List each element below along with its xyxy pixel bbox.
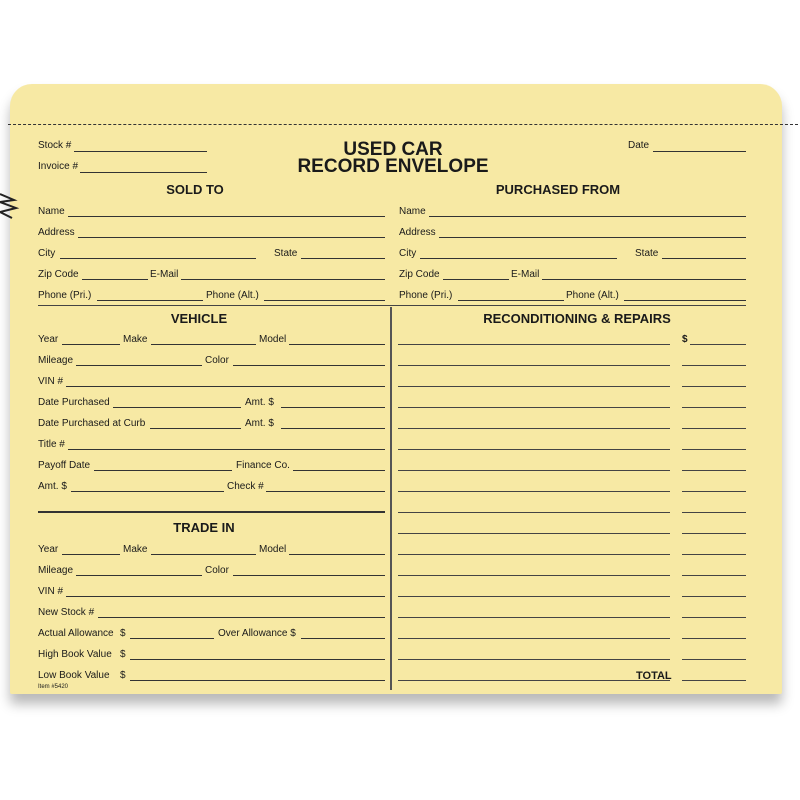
repair-amount-line[interactable] (682, 386, 746, 387)
sold-address-field[interactable] (78, 237, 385, 238)
pf-zip-field[interactable] (443, 279, 509, 280)
repair-description-line[interactable] (398, 638, 670, 639)
pf-name-label: Name (399, 206, 426, 217)
sold-zip-label: Zip Code (38, 269, 79, 280)
ti-color-label: Color (205, 565, 229, 576)
repair-description-line[interactable] (398, 407, 670, 408)
veh-vin-field[interactable] (66, 386, 385, 387)
repair-amount-line[interactable] (682, 680, 746, 681)
vehicle-trade-divider (38, 511, 385, 513)
ti-make-label: Make (123, 544, 148, 555)
ti-vin-label: VIN # (38, 586, 64, 597)
veh-check-field[interactable] (266, 491, 385, 492)
veh-year-field[interactable] (62, 344, 120, 345)
veh-payoff-label: Payoff Date (38, 460, 91, 471)
repair-description-line[interactable] (398, 596, 670, 597)
trade-in-heading: TRADE IN (173, 520, 235, 535)
veh-color-label: Color (205, 355, 229, 366)
date-label: Date (628, 140, 650, 151)
repairs-dollar-label: $ (682, 334, 688, 345)
stock-field[interactable] (74, 151, 207, 152)
repair-amount-line[interactable] (682, 512, 746, 513)
veh-check-label: Check # (227, 481, 264, 492)
pf-email-field[interactable] (542, 279, 746, 280)
pf-phone-pri-field[interactable] (458, 300, 564, 301)
invoice-field[interactable] (80, 172, 207, 173)
veh-title-field[interactable] (68, 449, 385, 450)
pf-city-field[interactable] (420, 258, 617, 259)
sold-name-field[interactable] (68, 216, 385, 217)
column-divider (390, 307, 392, 690)
ti-vin-field[interactable] (66, 596, 385, 597)
repair-description-line[interactable] (398, 386, 670, 387)
veh-model-label: Model (259, 334, 287, 345)
sold-email-field[interactable] (181, 279, 385, 280)
repair-amount-line[interactable] (682, 617, 746, 618)
repair-amount-line[interactable] (682, 491, 746, 492)
sold-city-field[interactable] (60, 258, 256, 259)
sold-phone-pri-label: Phone (Pri.) (38, 290, 92, 301)
sold-phone-alt-field[interactable] (264, 300, 385, 301)
repair-description-line[interactable] (398, 449, 670, 450)
veh-amt3-label: Amt. $ (38, 481, 67, 492)
sold-state-field[interactable] (301, 258, 385, 259)
ti-over-allowance-field[interactable] (301, 638, 385, 639)
page-title: USED CAR (343, 139, 443, 160)
ti-high-book-field[interactable] (130, 659, 385, 660)
date-field[interactable] (653, 151, 746, 152)
repair-amount-line[interactable] (682, 449, 746, 450)
repair-description-line[interactable] (398, 428, 670, 429)
sold-name-label: Name (38, 206, 65, 217)
repair-amount-line[interactable] (682, 470, 746, 471)
veh-date-curb-field[interactable] (150, 428, 241, 429)
pf-address-field[interactable] (439, 237, 746, 238)
sold-phone-alt-label: Phone (Alt.) (206, 290, 259, 301)
sold-city-label: City (38, 248, 56, 259)
sold-zip-field[interactable] (82, 279, 148, 280)
veh-payoff-field[interactable] (94, 470, 232, 471)
repair-description-line[interactable] (398, 617, 670, 618)
ti-new-stock-field[interactable] (98, 617, 385, 618)
ti-year-field[interactable] (62, 554, 120, 555)
page-title-sub: RECORD ENVELOPE (297, 156, 489, 177)
veh-finance-label: Finance Co. (236, 460, 290, 471)
veh-mileage-label: Mileage (38, 355, 74, 366)
pf-city-label: City (399, 248, 417, 259)
veh-mileage-field[interactable] (76, 365, 202, 366)
repair-amount-line[interactable] (682, 638, 746, 639)
ti-low-book-label: Low Book Value (38, 670, 110, 681)
stock-label: Stock # (38, 140, 72, 151)
veh-amt3-field[interactable] (71, 491, 224, 492)
ti-new-stock-label: New Stock # (38, 607, 95, 618)
repair-amount-line[interactable] (682, 659, 746, 660)
pf-phone-alt-label: Phone (Alt.) (566, 290, 619, 301)
sold-address-label: Address (38, 227, 75, 238)
sold-email-label: E-Mail (150, 269, 179, 280)
ti-low-book-field[interactable] (130, 680, 385, 681)
repair-description-line[interactable] (398, 365, 670, 366)
repair-description-line[interactable] (398, 512, 670, 513)
repair-amount-line[interactable] (682, 575, 746, 576)
ti-mileage-field[interactable] (76, 575, 202, 576)
veh-amt-field[interactable] (281, 407, 385, 408)
repair-description-line[interactable] (398, 344, 670, 345)
veh-amt2-field[interactable] (281, 428, 385, 429)
ti-model-label: Model (259, 544, 287, 555)
repair-description-line[interactable] (398, 470, 670, 471)
pf-phone-alt-field[interactable] (624, 300, 746, 301)
repair-amount-line[interactable] (682, 596, 746, 597)
veh-amt2-label: Amt. $ (245, 418, 274, 429)
repair-amount-line[interactable] (682, 428, 746, 429)
sold-phone-pri-field[interactable] (97, 300, 203, 301)
pf-phone-pri-label: Phone (Pri.) (399, 290, 453, 301)
purchased-from-heading: PURCHASED FROM (495, 182, 621, 197)
repair-amount-line[interactable] (682, 533, 746, 534)
ti-make-field[interactable] (151, 554, 256, 555)
ti-high-book-label: High Book Value (38, 649, 112, 660)
section-divider (38, 305, 746, 306)
pf-name-field[interactable] (429, 216, 746, 217)
ti-dollar3-label: $ (120, 670, 126, 681)
veh-make-field[interactable] (151, 344, 256, 345)
veh-title-label: Title # (38, 439, 65, 450)
sold-to-heading: SOLD TO (166, 182, 224, 197)
repair-description-line[interactable] (398, 533, 670, 534)
veh-make-label: Make (123, 334, 148, 345)
ti-year-label: Year (38, 544, 59, 555)
sold-state-label: State (274, 248, 298, 259)
veh-color-field[interactable] (233, 365, 385, 366)
veh-amt-label: Amt. $ (245, 397, 274, 408)
repair-description-line[interactable] (398, 575, 670, 576)
ti-dollar1-label: $ (120, 628, 126, 639)
veh-vin-label: VIN # (38, 376, 64, 387)
repair-amount-line[interactable] (682, 407, 746, 408)
veh-date-curb-label: Date Purchased at Curb (38, 418, 146, 429)
ti-over-allowance-label: Over Allowance $ (218, 628, 296, 639)
flap-fold-line (8, 124, 798, 125)
ti-model-field[interactable] (289, 554, 385, 555)
pf-state-field[interactable] (662, 258, 746, 259)
ti-dollar2-label: $ (120, 649, 126, 660)
ti-actual-allowance-label: Actual Allowance (38, 628, 114, 639)
repair-amount-line[interactable] (690, 344, 746, 345)
repair-description-line[interactable] (398, 491, 670, 492)
veh-model-field[interactable] (289, 344, 385, 345)
invoice-label: Invoice # (38, 161, 79, 172)
item-number: Item #5420 (38, 684, 69, 690)
vehicle-heading: VEHICLE (170, 311, 228, 326)
veh-year-label: Year (38, 334, 59, 345)
pf-address-label: Address (399, 227, 436, 238)
veh-date-purchased-label: Date Purchased (38, 397, 110, 408)
repair-description-line[interactable] (398, 680, 670, 681)
repair-description-line[interactable] (398, 554, 670, 555)
ti-color-field[interactable] (233, 575, 385, 576)
repairs-heading: RECONDITIONING & REPAIRS (483, 311, 671, 326)
ti-mileage-label: Mileage (38, 565, 74, 576)
repair-amount-line[interactable] (682, 554, 746, 555)
repair-amount-line[interactable] (682, 365, 746, 366)
repairs-total-label: TOTAL (636, 670, 672, 682)
pf-state-label: State (635, 248, 659, 259)
ti-actual-allowance-field[interactable] (130, 638, 214, 639)
veh-finance-field[interactable] (293, 470, 385, 471)
veh-date-purchased-field[interactable] (113, 407, 241, 408)
pf-zip-label: Zip Code (399, 269, 440, 280)
repair-description-line[interactable] (398, 659, 670, 660)
pf-email-label: E-Mail (511, 269, 540, 280)
